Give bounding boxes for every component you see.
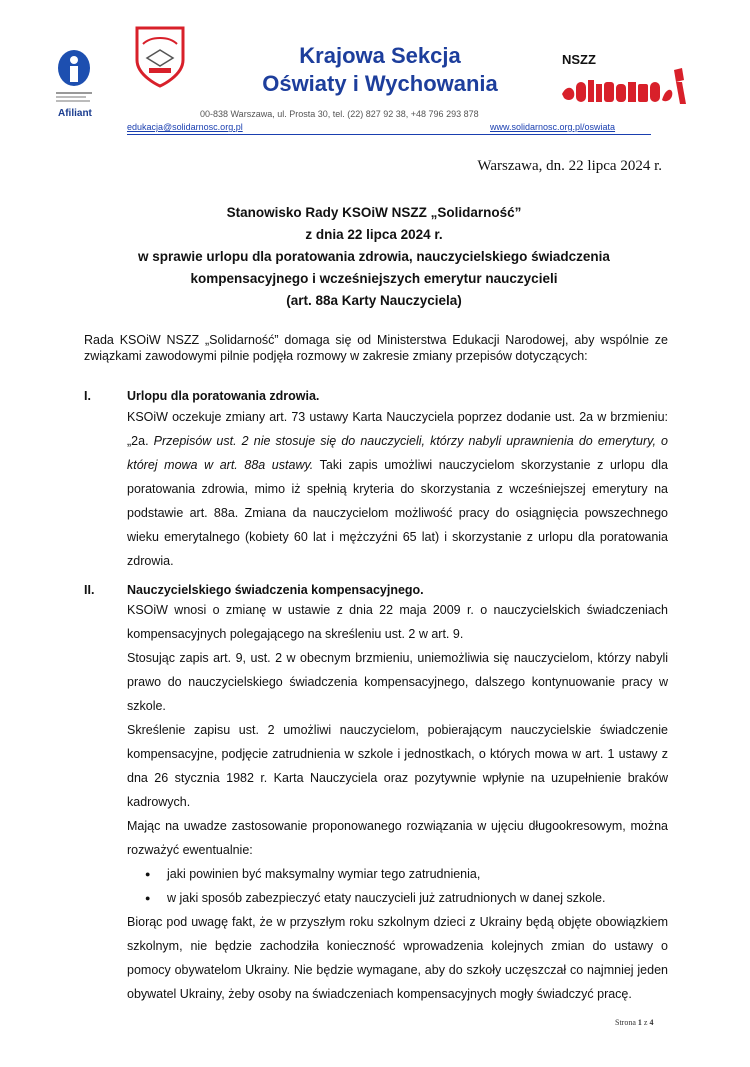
section-1-text-before: KSOiW oczekuje zmiany art. 73 ustawy Karta Nauczyciela poprzez dodanie ust. 2a w brzmieniu: „2a. xyxy=(127,410,668,448)
section-2-body xyxy=(127,598,668,1006)
section-1-paragraph xyxy=(127,405,668,573)
section-2-paragraph-1: KSOiW wnosi o zmianę w ustawie z dnia 22 maja 2009 r. o nauczycielskich świadczeniach kompensacyjnych polegającego na skreśleniu ust. 2 w art. 9. xyxy=(127,603,668,641)
section-title xyxy=(220,42,540,98)
email-link[interactable]: edukacja@solidarnosc.org.pl xyxy=(127,122,243,132)
section-2-paragraph-4: Mając na uwadze zastosowanie proponowanego rozwiązania w ujęciu długookresowym, można rozważyć ewentualnie: xyxy=(127,819,668,857)
section-1-text-after: Taki zapis umożliwi nauczycielom skorzystanie z urlopu dla poratowania zdrowia, mimo iż spełnią kryteria do skorzystania z wcześniejszej emerytury na podstawie art. 88a. Zmiana da nauczycielom możliwość pracy do osiągnięcia powszechnego wieku emerytalnego (kobiety 60 lat i mężczyźni 65 lat) i skorzystanie z urlopu dla poratowania zdrowia. xyxy=(127,458,668,568)
section-2-paragraph-2: Stosując zapis art. 9, ust. 2 w obecnym brzmieniu, uniemożliwia się nauczycielom, którzy nabyli prawo do nauczycielskiego świadczenia kompensacyjnego, dalszego kontynuowanie pracy w szkole. xyxy=(127,651,668,713)
title-line-2: z dnia 22 lipca 2024 r. xyxy=(305,227,443,242)
footer-separator: z xyxy=(643,1018,648,1027)
footer-page-number: 1 xyxy=(637,1018,642,1027)
union-emblem-icon xyxy=(133,24,187,90)
section-2-number: II. xyxy=(84,583,95,597)
affiliate-label: Afiliant xyxy=(58,108,92,119)
solidarnosc-logo-icon xyxy=(560,66,690,106)
section-title-line-1: Krajowa Sekcja xyxy=(299,43,461,68)
address-line: 00-838 Warszawa, ul. Prosta 30, tel. (22) 827 92 38, +48 796 293 878 xyxy=(200,109,479,119)
title-line-3: w sprawie urlopu dla poratowania zdrowia, nauczycielskiego świadczenia xyxy=(138,249,610,264)
nszz-label: NSZZ xyxy=(562,52,596,67)
section-1-heading: Urlopu dla poratowania zdrowia. xyxy=(127,389,320,403)
title-line-5: (art. 88a Karty Nauczyciela) xyxy=(286,293,462,308)
footer-prefix: Strona xyxy=(615,1018,636,1027)
footer-total-pages: 4 xyxy=(649,1018,654,1027)
section-2-paragraph-3: Skreślenie zapisu ust. 2 umożliwi nauczycielom, pobierającym nauczycielskie świadczenie kompensacyjne, podjęcie zatrudnienia w szkole i jednostkach, o których mowa w art. 1 ustawy z dna 26 stycznia 1982 r. Karta Nauczyciela oraz pozytywnie wpłynie na uzupełnienie braków kadrowych. xyxy=(127,723,668,809)
intro-paragraph: Rada KSOiW NSZZ „Solidarność” domaga się od Ministerstwa Edukacji Narodowej, aby wspólnie ze związkami zawodowymi pilnie podjęła rozmowy w zakresie zmiany przepisów dotyczących: xyxy=(84,333,668,363)
website-link[interactable]: www.solidarnosc.org.pl/oswiata xyxy=(490,122,616,132)
header-divider xyxy=(127,134,651,135)
document-date: Warszawa, dn. 22 lipca 2024 r. xyxy=(477,158,662,174)
affiliate-logo-icon xyxy=(52,48,96,106)
page-footer xyxy=(615,1018,653,1027)
section-2-closing: Biorąc pod uwagę fakt, że w przyszłym roku szkolnym dzieci z Ukrainy będą objęte obowiązkiem szkolnym, nie będzie zachodziła konieczność wprowadzenia kolejnych zmian do ustawy o pomocy obywatelom Ukrainy. Nie będzie wymagane, aby do szkoły uczęszczał co najmniej jeden obywatel Ukrainy, żeby osoby na świadczeniach kompensacyjnych mogły świadczyć pracę. xyxy=(127,915,668,1001)
title-line-4: kompensacyjnego i wcześniejszych emerytur nauczycieli xyxy=(190,271,558,286)
section-2-bullet-1: ● jaki powinien być maksymalny wymiar tego zatrudnienia, xyxy=(167,862,668,886)
section-title-line-2: Oświaty i Wychowania xyxy=(262,71,498,96)
section-1-number: I. xyxy=(84,389,91,403)
section-2-heading: Nauczycielskiego świadczenia kompensacyjnego. xyxy=(127,583,424,597)
section-1-text-italic: Przepisów ust. 2 nie stosuje się do nauczycieli, którzy nabyli uprawnienia do emerytury, o której mowa w art. 88a ustawy. xyxy=(127,434,669,472)
document-title xyxy=(84,202,664,312)
section-2-bullet-list xyxy=(127,862,668,910)
title-line-1: Stanowisko Rady KSOiW NSZZ „Solidarność” xyxy=(226,205,522,220)
section-2-bullet-2: ● w jaki sposób zabezpieczyć etaty nauczycieli już zatrudnionych w danej szkole. xyxy=(167,886,668,910)
